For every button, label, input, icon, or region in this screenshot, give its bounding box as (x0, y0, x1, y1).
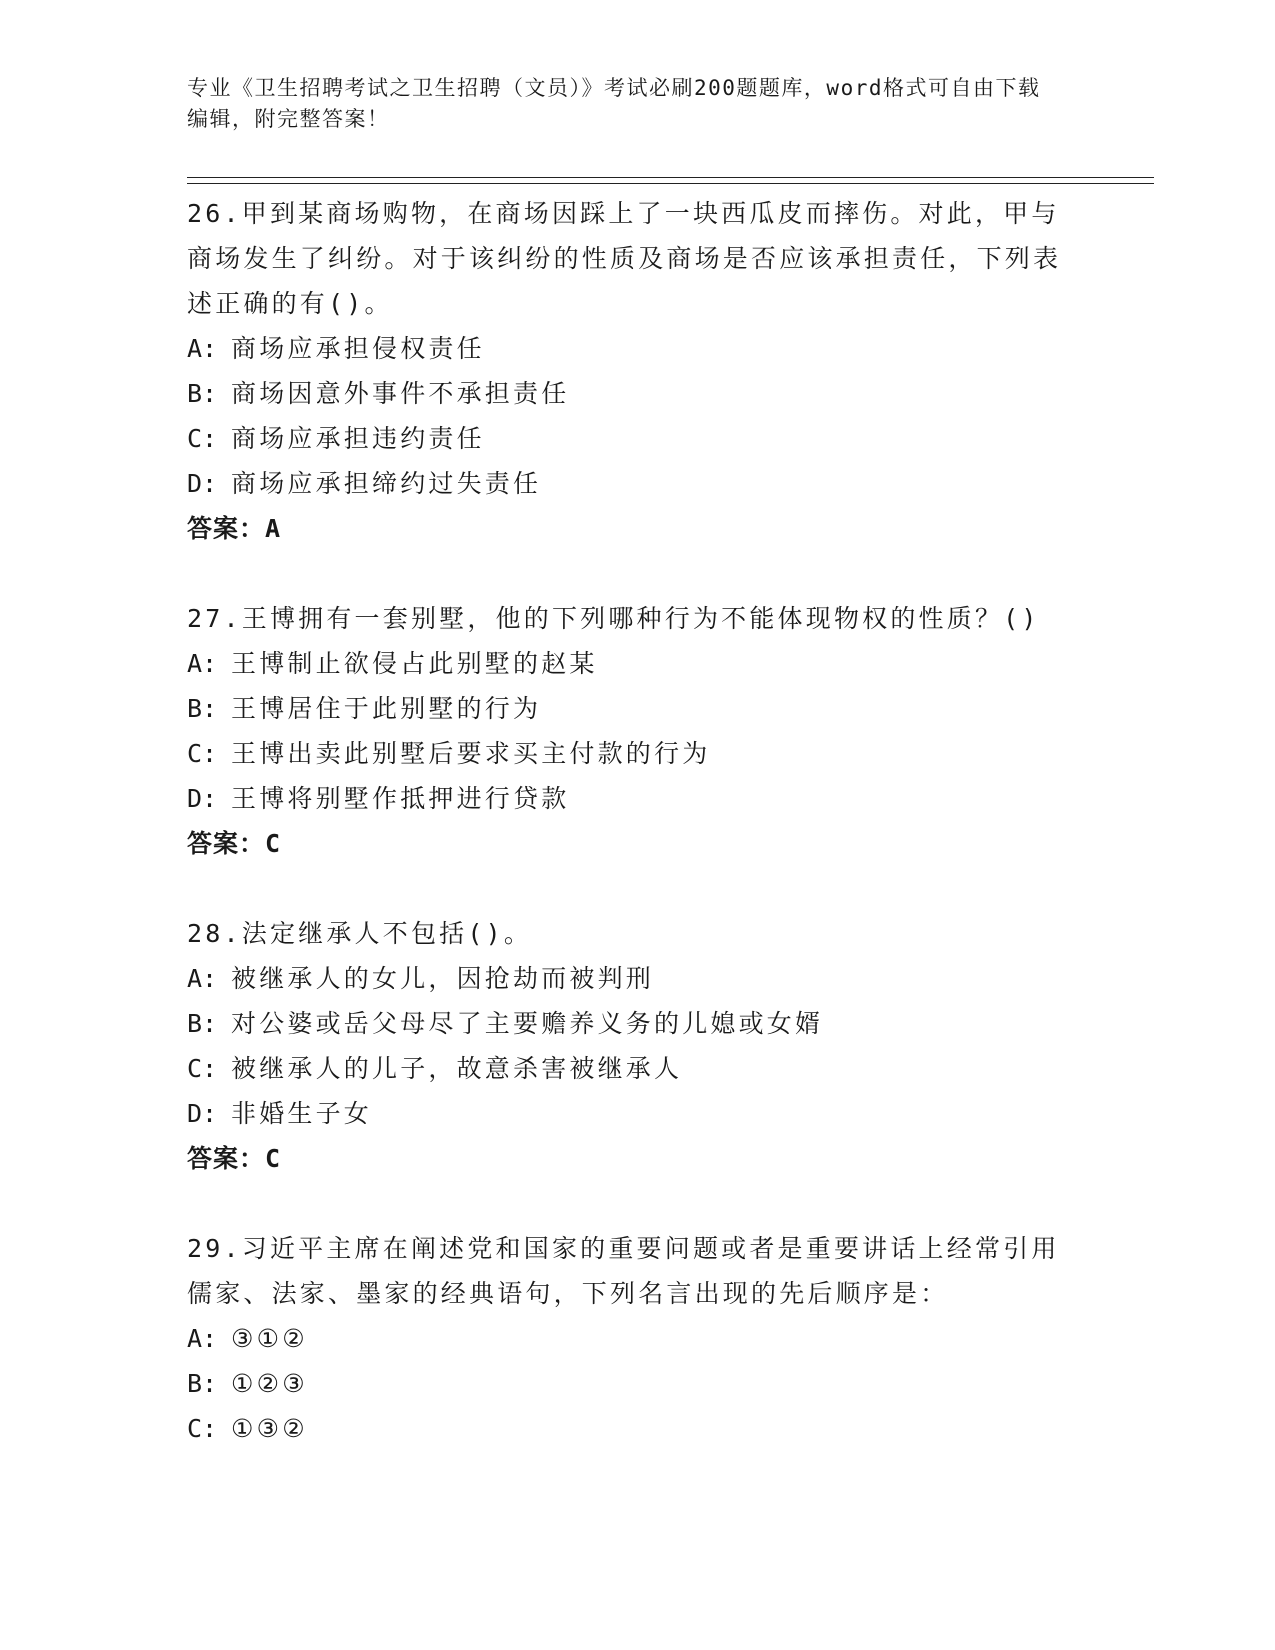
option-text: 商场应承担违约责任 (231, 424, 485, 453)
answer-line: 答案：A (187, 514, 282, 543)
option-a (187, 326, 1087, 371)
option-letter: D: (187, 469, 218, 498)
option-letter: A: (187, 649, 218, 678)
question-27 (187, 596, 1087, 866)
option-c (187, 1406, 1087, 1451)
option-letter: B: (187, 1009, 218, 1038)
question-list (187, 191, 1087, 1496)
option-letter: C: (187, 1414, 218, 1443)
option-b (187, 1001, 1087, 1046)
option-text: 王博出卖此别墅后要求买主付款的行为 (231, 739, 711, 768)
option-c (187, 1046, 1087, 1091)
header-divider-top (187, 177, 1154, 178)
document-header: 专业《卫生招聘考试之卫生招聘（文员）》考试必刷200题题库，word格式可自由下载编辑，附完整答案！ (187, 76, 1041, 131)
question-stem: 27.王博拥有一套别墅，他的下列哪种行为不能体现物权的性质？() (187, 604, 1040, 633)
option-d (187, 1091, 1087, 1136)
option-a (187, 1316, 1087, 1361)
question-26 (187, 191, 1087, 551)
option-a (187, 641, 1087, 686)
option-text: 对公婆或岳父母尽了主要赡养义务的儿媳或女婿 (231, 1009, 824, 1038)
question-stem: 29.习近平主席在阐述党和国家的重要问题或者是重要讲话上经常引用儒家、法家、墨家的经典语句，下列名言出现的先后顺序是： (187, 1234, 1060, 1308)
option-letter: D: (187, 784, 218, 813)
option-letter: A: (187, 334, 218, 363)
option-letter: B: (187, 1369, 218, 1398)
option-text: ①③② (231, 1414, 308, 1443)
option-text: 商场因意外事件不承担责任 (231, 379, 570, 408)
option-text: 王博居住于此别墅的行为 (231, 694, 542, 723)
option-text: 被继承人的女儿，因抢劫而被判刑 (231, 964, 655, 993)
option-b (187, 371, 1087, 416)
option-d (187, 776, 1087, 821)
answer-line: 答案：C (187, 1144, 282, 1173)
option-text: ③①② (231, 1324, 308, 1353)
option-letter: C: (187, 424, 218, 453)
option-c (187, 416, 1087, 461)
option-text: 商场应承担缔约过失责任 (231, 469, 542, 498)
option-text: 被继承人的儿子，故意杀害被继承人 (231, 1054, 683, 1083)
option-b (187, 1361, 1087, 1406)
option-letter: C: (187, 1054, 218, 1083)
option-letter: D: (187, 1099, 218, 1128)
option-text: ①②③ (231, 1369, 308, 1398)
question-stem: 28.法定继承人不包括()。 (187, 919, 533, 948)
option-a (187, 956, 1087, 1001)
header-divider-bottom (187, 183, 1154, 184)
option-text: 商场应承担侵权责任 (231, 334, 485, 363)
answer-line: 答案：C (187, 829, 282, 858)
question-28 (187, 911, 1087, 1181)
question-stem: 26.甲到某商场购物，在商场因踩上了一块西瓜皮而摔伤。对此，甲与商场发生了纠纷。对于该纠纷的性质及商场是否应该承担责任，下列表述正确的有()。 (187, 199, 1062, 318)
option-d (187, 461, 1087, 506)
option-letter: A: (187, 1324, 218, 1353)
option-letter: B: (187, 379, 218, 408)
option-c (187, 731, 1087, 776)
option-text: 王博制止欲侵占此别墅的赵某 (231, 649, 598, 678)
option-text: 王博将别墅作抵押进行贷款 (231, 784, 570, 813)
option-letter: B: (187, 694, 218, 723)
option-letter: C: (187, 739, 218, 768)
option-letter: A: (187, 964, 218, 993)
option-text: 非婚生子女 (231, 1099, 373, 1128)
option-b (187, 686, 1087, 731)
question-29 (187, 1226, 1087, 1451)
